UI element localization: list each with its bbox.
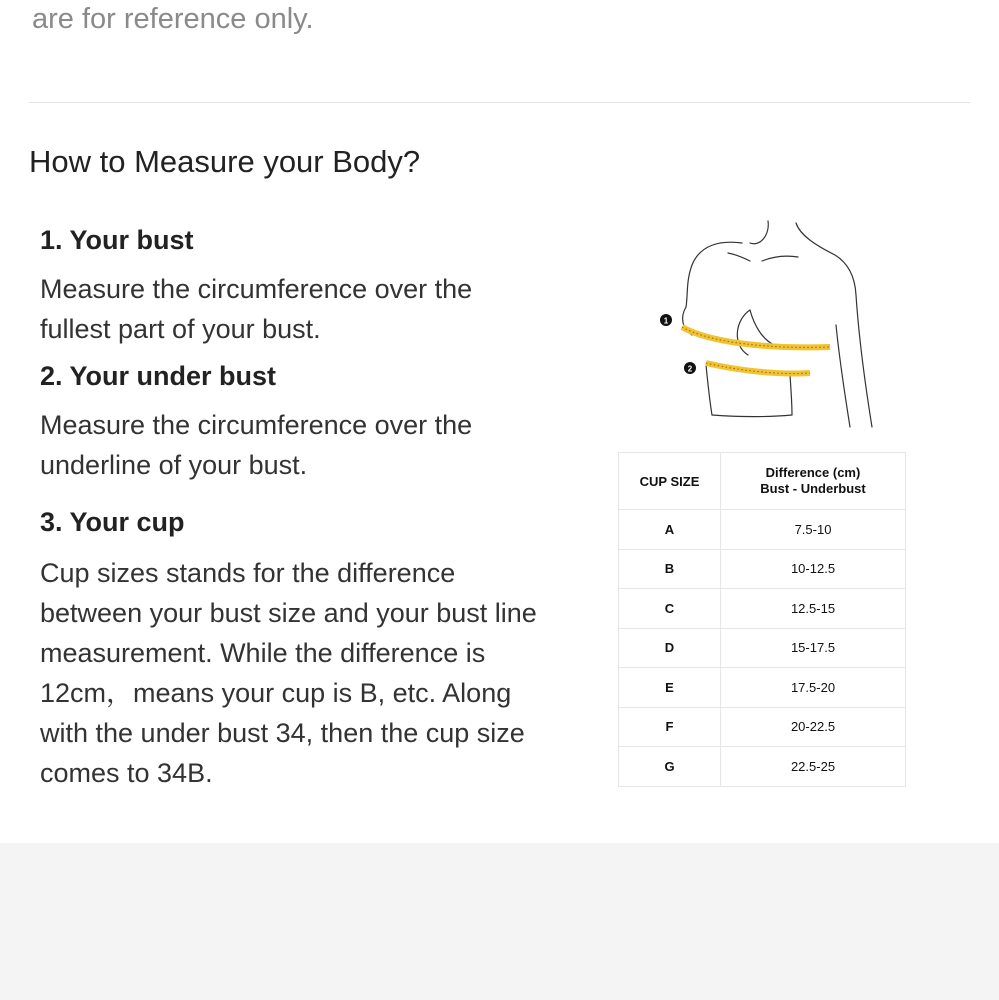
difference-cell: 7.5-10 — [721, 510, 906, 550]
cup-cell: C — [619, 589, 721, 629]
marker-2-label: 2 — [687, 364, 693, 374]
cup-cell: D — [619, 628, 721, 668]
step-under-bust — [40, 357, 550, 485]
header-difference-line1: Difference (cm) — [765, 465, 861, 480]
difference-cell: 15-17.5 — [721, 628, 906, 668]
section-title: How to Measure your Body? — [29, 144, 421, 179]
footer-background — [0, 843, 999, 1000]
bust-tape — [682, 327, 830, 347]
header-cup-size: CUP SIZE — [619, 453, 721, 510]
reference-note: are for reference only. — [32, 3, 314, 35]
table-row — [619, 510, 906, 550]
table-row — [619, 747, 906, 787]
marker-1-label: 1 — [663, 316, 669, 326]
measurement-steps — [40, 221, 550, 793]
difference-cell: 10-12.5 — [721, 549, 906, 589]
difference-cell: 12.5-15 — [721, 589, 906, 629]
table-row — [619, 549, 906, 589]
cup-cell: F — [619, 707, 721, 747]
step-body: Measure the circumference over the underline of your bust. — [40, 410, 473, 480]
step-cup — [40, 503, 550, 793]
table-row — [619, 707, 906, 747]
cup-cell: G — [619, 747, 721, 787]
table-row — [619, 668, 906, 708]
difference-cell: 20-22.5 — [721, 707, 906, 747]
cup-cell: A — [619, 510, 721, 550]
difference-cell: 17.5-20 — [721, 668, 906, 708]
step-heading: 2. Your under bust — [40, 361, 277, 391]
step-heading: 3. Your cup — [40, 507, 185, 537]
table-header-row — [619, 453, 906, 510]
bust-measurement-illustration — [650, 215, 890, 440]
cup-cell: E — [619, 668, 721, 708]
cup-cell: B — [619, 549, 721, 589]
step-body: Cup sizes stands for the difference between your bust size and your bust line measurement. While the difference is 12cm，means your cup is B, etc. Along with the under bust 34, then the cup size comes to 34B. — [40, 558, 537, 788]
table-row — [619, 589, 906, 629]
step-body: Measure the circumference over the fullest part of your bust. — [40, 274, 473, 344]
step-bust — [40, 221, 550, 349]
step-heading: 1. Your bust — [40, 225, 194, 255]
difference-cell: 22.5-25 — [721, 747, 906, 787]
header-difference-line2: Bust - Underbust — [760, 481, 866, 496]
section-divider — [29, 102, 970, 103]
header-difference — [721, 453, 906, 510]
cup-size-table — [618, 452, 906, 787]
table-row — [619, 628, 906, 668]
